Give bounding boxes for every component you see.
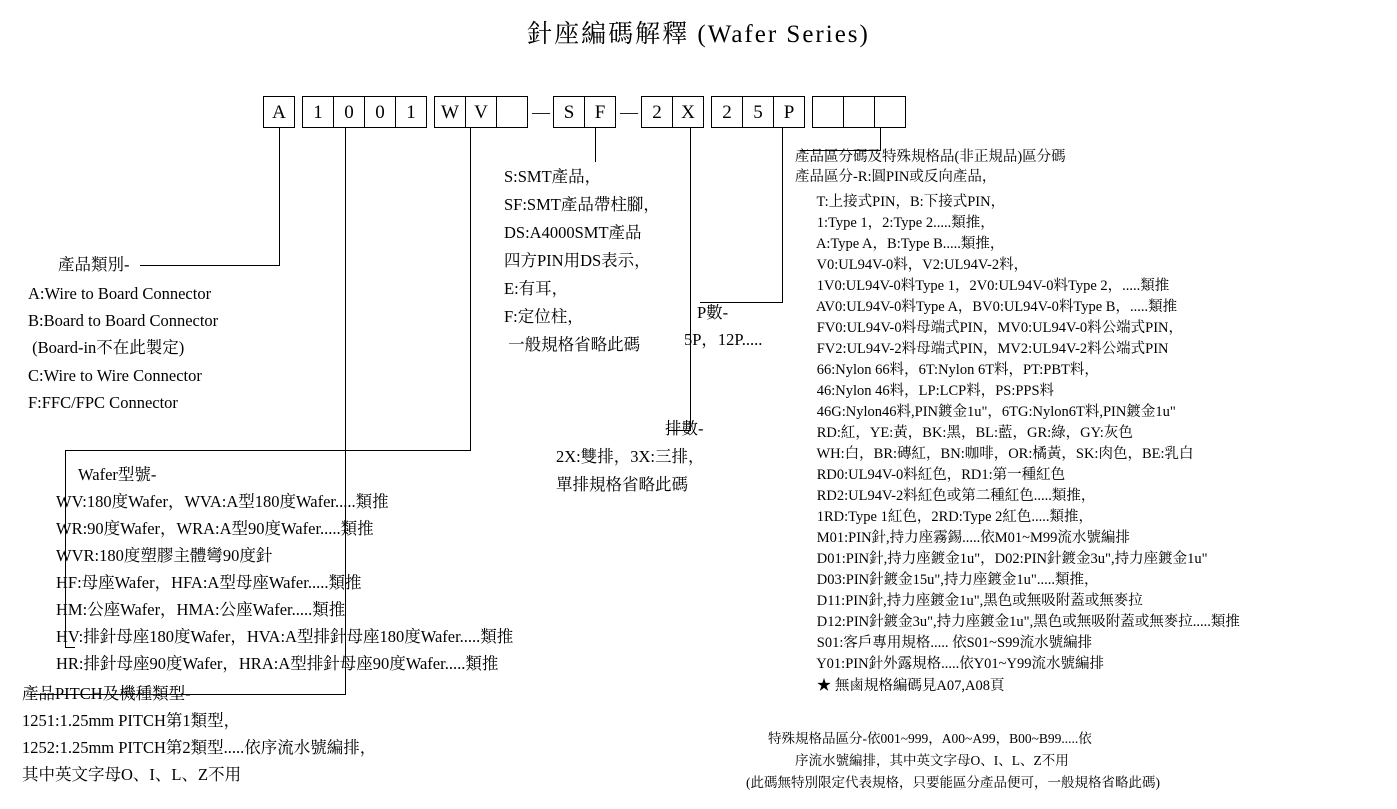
spec-code-line: 產品區分-R:圓PIN或反向產品，	[795, 169, 997, 185]
wafer-type-heading: Wafer型號-	[78, 465, 157, 484]
code-cell[interactable]: P	[773, 96, 805, 128]
spec-code-line: D01:PIN針,持力座鍍金1u"，D02:PIN針鍍金3u",持力座鍍金1u"	[795, 551, 1208, 567]
code-cell[interactable]	[812, 96, 844, 128]
mount-type-line: E:有耳，	[504, 279, 569, 298]
code-group-spec-code	[813, 96, 906, 128]
leader-line-product-class-v	[279, 127, 280, 265]
code-group-product-class	[264, 96, 295, 128]
spec-code-line: 46:Nylon 46料，LP:LCP料，PS:PPS料	[795, 383, 1055, 399]
wafer-type-line: HM:公座Wafer，HMA:公座Wafer.....類推	[56, 600, 346, 619]
spec-code-line: A:Type A，B:Type B.....類推，	[795, 236, 1005, 252]
special-note-line: 序流水號編排，其中英文字母O、I、L、Z不用	[768, 753, 1069, 768]
spec-code-line: RD:紅，YE:黃，BK:黑，BL:藍，GR:綠，GY:灰色	[795, 425, 1133, 441]
code-cell[interactable]: A	[263, 96, 295, 128]
leader-line-row-count-v	[690, 127, 691, 430]
code-boxes-row	[264, 96, 906, 128]
code-group-wafer-type	[435, 96, 528, 128]
product-class-heading: 產品類別-	[58, 255, 130, 274]
code-cell[interactable]: 1	[395, 96, 427, 128]
pitch-type-line: 1251:1.25mm PITCH第1類型，	[22, 711, 241, 730]
spec-code-line: D11:PIN針,持力座鍍金1u",黑色或無吸附蓋或無麥拉	[795, 593, 1143, 609]
product-class-line: C:Wire to Wire Connector	[28, 366, 202, 385]
spec-code-line: FV0:UL94V-0料母端式PIN，MV0:UL94V-0料公端式PIN，	[795, 320, 1184, 336]
spec-code-line: 產品區分碼及特殊規格品(非正規品)區分碼	[795, 149, 1066, 165]
spec-code-line: ★ 無鹵規格編碼見A07,A08頁	[795, 678, 1005, 694]
product-class-line: (Board-in不在此製定)	[28, 338, 185, 357]
pin-count-line: 5P，12P.....	[684, 330, 763, 349]
code-group-pitch-type	[303, 96, 427, 128]
spec-code-line: 1:Type 1，2:Type 2.....類推，	[795, 215, 995, 231]
special-note-line: (此碼無特別限定代表規格，只要能區分產品便可，一般規格省略此碼)	[746, 775, 1160, 790]
spec-code-line: T:上接式PIN，B:下接式PIN，	[795, 194, 1006, 210]
spec-code-line: S01:客戶專用規格..... 依S01~S99流水號編排	[795, 635, 1093, 651]
mount-type-line: S:SMT產品，	[504, 167, 602, 186]
mount-type-line: DS:A4000SMT產品	[504, 223, 642, 242]
mount-type-line: 四方PIN用DS表示，	[504, 251, 651, 270]
row-count-line: 單排規格省略此碼	[556, 475, 688, 494]
code-cell[interactable]	[496, 96, 528, 128]
code-cell[interactable]: F	[584, 96, 616, 128]
mount-type-line: F:定位柱，	[504, 307, 584, 326]
wafer-type-line: HV:排針母座180度Wafer，HVA:A型排針母座180度Wafer.....類推	[56, 627, 514, 646]
pitch-type-heading: 產品PITCH及機種類型-	[22, 684, 191, 703]
spec-code-line: V0:UL94V-0料，V2:UL94V-2料，	[795, 257, 1029, 273]
code-cell[interactable]: 2	[711, 96, 743, 128]
leader-line-wafer-type-v	[470, 127, 471, 450]
wafer-type-line: HR:排針母座90度Wafer，HRA:A型排針母座90度Wafer.....類推	[56, 654, 499, 673]
spec-code-line: D03:PIN針鍍金15u",持力座鍍金1u".....類推，	[795, 572, 1099, 588]
code-cell[interactable]	[843, 96, 875, 128]
wafer-type-line: WVR:180度塑膠主體彎90度針	[56, 546, 273, 565]
leader-line-pin-count-v	[782, 127, 783, 302]
code-cell[interactable]: 5	[742, 96, 774, 128]
spec-code-line: RD2:UL94V-2料紅色或第二種紅色.....類推，	[795, 488, 1096, 504]
pin-count-heading: P數-	[697, 303, 729, 322]
code-cell[interactable]	[874, 96, 906, 128]
code-cell[interactable]: X	[672, 96, 704, 128]
wafer-type-line: HF:母座Wafer，HFA:A型母座Wafer.....類推	[56, 573, 362, 592]
product-class-line: B:Board to Board Connector	[28, 311, 219, 330]
spec-code-line: AV0:UL94V-0料Type A，BV0:UL94V-0料Type B，.....類推	[795, 299, 1178, 315]
code-cell[interactable]: 2	[641, 96, 673, 128]
code-cell[interactable]: V	[465, 96, 497, 128]
code-cell[interactable]: 1	[302, 96, 334, 128]
leader-line-wafer-type-h	[65, 450, 471, 451]
mount-type-line: SF:SMT產品帶柱腳，	[504, 195, 660, 214]
code-cell[interactable]: 0	[364, 96, 396, 128]
product-class-line: A:Wire to Board Connector	[28, 284, 212, 303]
product-class-line: F:FFC/FPC Connector	[28, 393, 178, 412]
leader-line-product-class-h	[140, 265, 280, 266]
spec-code-line: FV2:UL94V-2料母端式PIN，MV2:UL94V-2料公端式PIN	[795, 341, 1169, 357]
wafer-type-line: WR:90度Wafer，WRA:A型90度Wafer.....類推	[56, 519, 374, 538]
code-group-row-count	[642, 96, 704, 128]
mount-type-line: 一般規格省略此碼	[504, 335, 641, 354]
code-group-mount-type	[554, 96, 616, 128]
page-title: 針座編碼解釋 (Wafer Series)	[527, 21, 870, 48]
spec-code-line: D12:PIN針鍍金3u",持力座鍍金1u",黑色或無吸附蓋或無麥拉.....類推	[795, 614, 1240, 630]
spec-code-line: 46G:Nylon46料,PIN鍍金1u"，6TG:Nylon6T料,PIN鍍金1u"	[795, 404, 1176, 420]
pitch-type-line: 1252:1.25mm PITCH第2類型.....依序流水號編排，	[22, 738, 377, 757]
spec-code-line: 66:Nylon 66料，6T:Nylon 6T料，PT:PBT料，	[795, 362, 1099, 378]
wafer-type-line: WV:180度Wafer，WVA:A型180度Wafer.....類推	[56, 492, 389, 511]
spec-code-line: 1RD:Type 1紅色，2RD:Type 2紅色.....類推，	[795, 509, 1094, 525]
leader-line-mount-type-v	[595, 127, 596, 162]
code-separator-2: —	[620, 101, 638, 122]
spec-code-line: 1V0:UL94V-0料Type 1，2V0:UL94V-0料Type 2，.....類推	[795, 278, 1170, 294]
code-cell[interactable]: W	[434, 96, 466, 128]
spec-code-line: M01:PIN針,持力座霧錫.....依M01~M99流水號編排	[795, 530, 1130, 546]
leader-line-spec-code-v	[880, 127, 881, 150]
spec-code-line: WH:白，BR:磚紅，BN:咖啡，OR:橘黃，SK:肉色，BE:乳白	[795, 446, 1194, 462]
code-group-pin-count	[712, 96, 805, 128]
code-separator-1: —	[532, 101, 550, 122]
code-cell[interactable]: S	[553, 96, 585, 128]
spec-code-line: Y01:PIN針外露規格.....依Y01~Y99流水號編排	[795, 656, 1104, 672]
spec-code-line: RD0:UL94V-0料紅色，RD1:第一種紅色	[795, 467, 1066, 483]
special-note-line: 特殊規格品區分-依001~999，A00~A99，B00~B99.....依	[768, 731, 1092, 746]
code-cell[interactable]: 0	[333, 96, 365, 128]
row-count-line: 2X:雙排，3X:三排，	[556, 447, 705, 466]
pitch-type-line: 其中英文字母O、I、L、Z不用	[22, 765, 242, 784]
row-count-heading: 排數-	[665, 419, 704, 438]
